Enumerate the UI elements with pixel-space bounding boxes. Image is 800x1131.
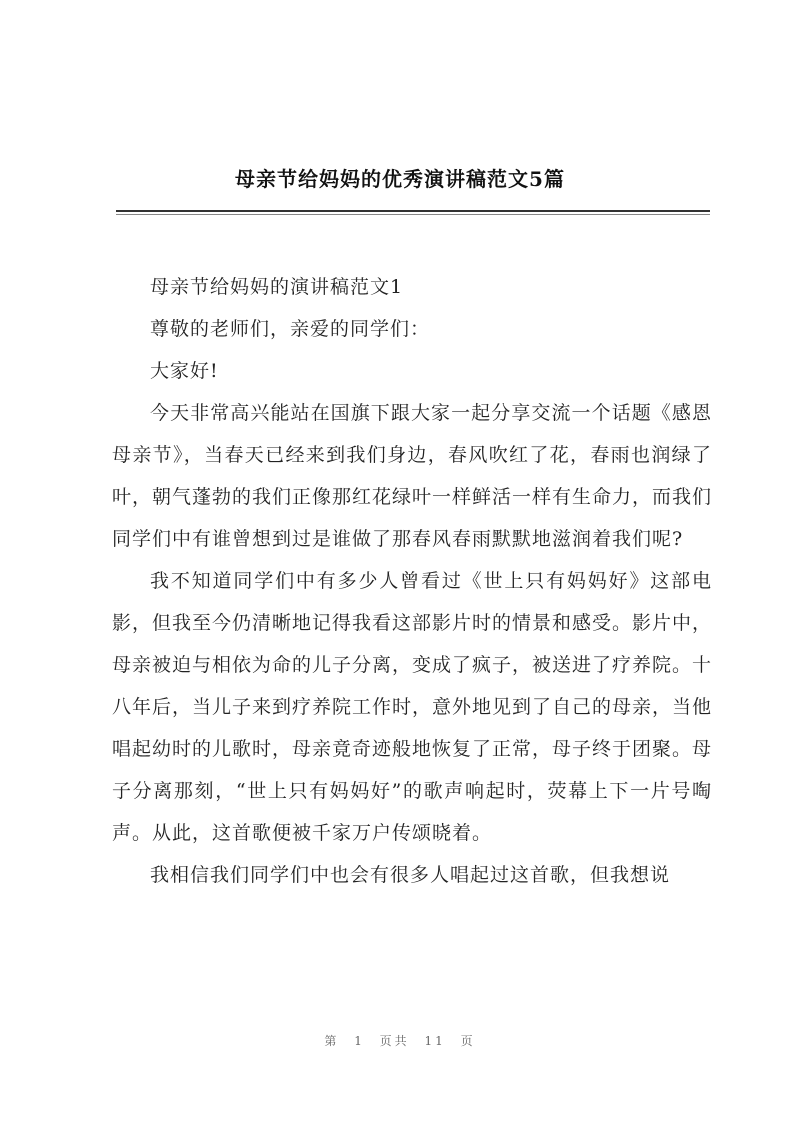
- paragraph-greeting: 大家好!: [150, 360, 219, 382]
- current-page-number: 1: [354, 1034, 365, 1048]
- title-divider: [116, 210, 710, 212]
- paragraph-body: 我相信我们同学们中也会有很多人唱起过这首歌，但我想说: [150, 864, 671, 886]
- paragraph-body: 今天非常高兴能站在国旗下跟大家一起分享交流一个话题《感恩母亲节》，当春天已经来到我们身边，春风吹红了花，春雨也润绿了叶，朝气蓬勃的我们正像那红花绿叶一样鲜活一样有生命力，而我们同学们中有谁曾想到过是谁做了那春风春雨默默地滋润着我们呢?: [112, 402, 713, 550]
- document-body: [112, 266, 712, 896]
- document-title: 母亲节给妈妈的优秀演讲稿范文5篇: [235, 167, 565, 191]
- paragraph-salutation: 尊敬的老师们，亲爱的同学们：: [150, 318, 431, 340]
- footer-prefix: 第: [324, 1034, 340, 1048]
- footer-middle: 页共: [379, 1034, 410, 1048]
- page-number-footer: [0, 1032, 800, 1049]
- footer-suffix: 页: [460, 1034, 476, 1048]
- paragraph-heading: 母亲节给妈妈的演讲稿范文1: [150, 276, 404, 298]
- total-page-count: 11: [424, 1034, 446, 1048]
- paragraph-body: 我不知道同学们中有多少人曾看过《世上只有妈妈好》这部电影，但我至今仍清晰地记得我看这部影片时的情景和感受。影片中，母亲被迫与相依为命的儿子分离，变成了疯子，被送进了疗养院。十八年后，当儿子来到疗养院工作时，意外地见到了自己的母亲，当他唱起幼时的儿歌时，母亲竟奇迹般地恢复了正常，母子终于团聚。母子分离那刻，“世上只有妈妈好”的歌声响起时，荧幕上下一片号啕声。从此，这首歌便被千家万户传颂晓着。: [112, 570, 713, 844]
